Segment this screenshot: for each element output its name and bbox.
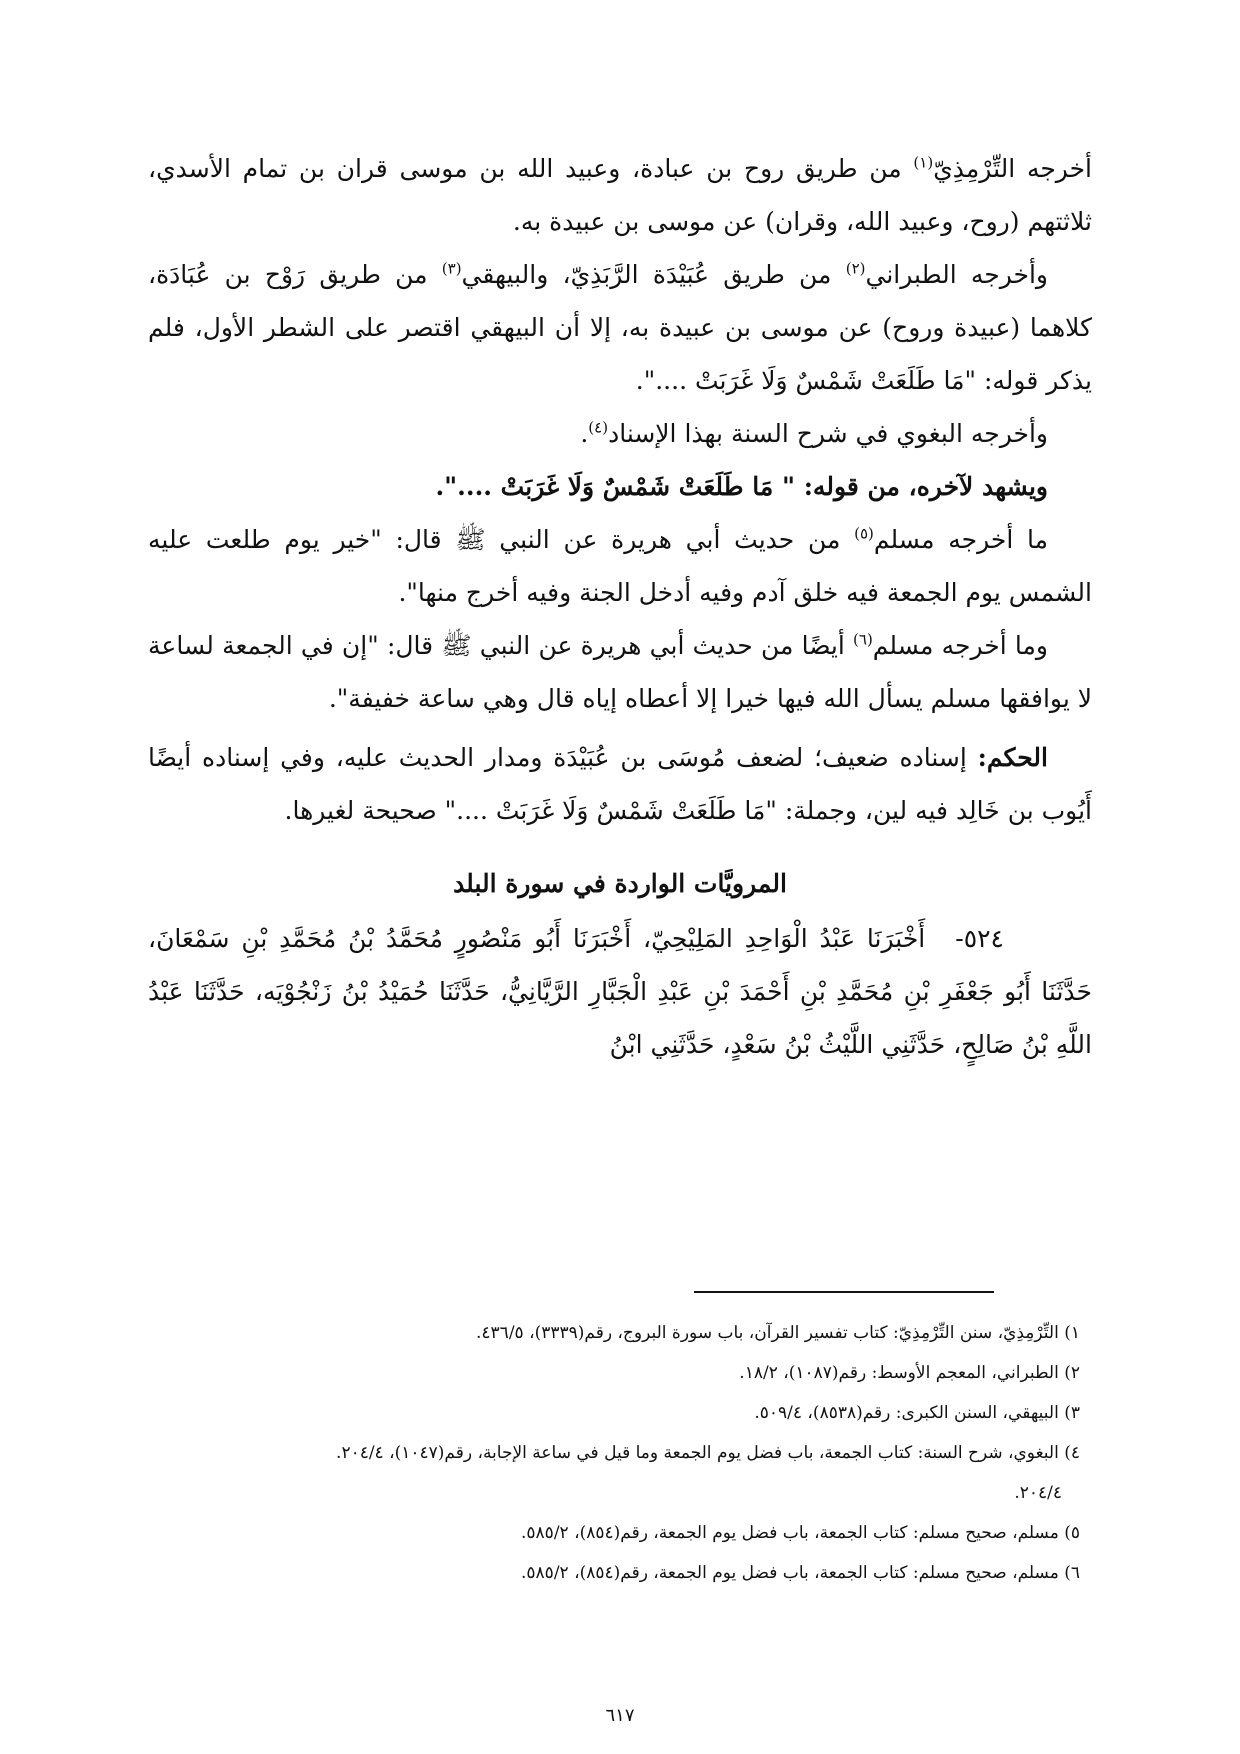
- footnote-ref-3[interactable]: (٣): [441, 259, 462, 278]
- footnote-ref-5[interactable]: (٥): [854, 524, 874, 543]
- footnote-5: ٥) مسلم، صحيح مسلم: كتاب الجمعة، باب فضل يوم الجمعة، رقم(٨٥٤)، ٥٨٥/٢.: [521, 1523, 1080, 1543]
- footnote-ref-1[interactable]: (١): [913, 153, 934, 172]
- paragraph-tabarani: [148, 248, 1092, 407]
- paragraph-text: .: [580, 419, 589, 448]
- paragraph-text: وما أخرجه مسلم: [872, 631, 1048, 660]
- paragraph-text: من طريق عُبَيْدَة الرَّبَذِيّ، والبيهقي: [461, 260, 846, 289]
- paragraph-tirmidhi: [148, 142, 1092, 248]
- paragraph-text: أيضًا من حديث أبي هريرة عن النبي ﷺ قال: "إن في الجمعة لساعة لا يوافقها مسلم يسأل الله فيها خيرا إلا أعطاه إياه قال وهي ساعة خفيفة".: [148, 631, 1092, 713]
- paragraph-text: من حديث أبي هريرة عن النبي ﷺ قال: "خير يوم طلعت عليه الشمس يوم الجمعة فيه خلق آدم وفيه أدخل الجنة وفيه أخرج منها".: [148, 525, 1092, 607]
- footnote-6: ٦) مسلم، صحيح مسلم: كتاب الجمعة، باب فضل يوم الجمعة، رقم(٨٥٤)، ٥٨٥/٢.: [521, 1563, 1080, 1583]
- footnote-3: ٣) البيهقي، السنن الكبرى: رقم(٨٥٣٨)، ٥٠٩/٤.: [754, 1403, 1080, 1423]
- paragraph-ruling: [148, 731, 1092, 837]
- footnote-1: ١) التِّرْمِذِيّ، سنن التِّرْمِذِيّ: كتاب تفسير القرآن، باب سورة البروج، رقم(٣٣٣٩)، ٤٣٦/٥.: [476, 1323, 1080, 1343]
- footnote-2: ٢) الطبراني، المعجم الأوسط: رقم(١٠٨٧)، ١٨/٢.: [739, 1363, 1080, 1383]
- paragraph-text: أخرجه التِّرْمِذِيّ: [933, 154, 1092, 183]
- hadith-number: ٥٢٤-: [955, 924, 1004, 953]
- page-number: ٦١٧: [605, 1705, 635, 1726]
- hadith-text: أَخْبَرَنَا عَبْدُ الْوَاحِدِ المَلِيْحِيّ، أَخْبَرَنَا أَبُو مَنْصُورٍ مُحَمَّدُ بْنُ مُحَمَّدِ بْنِ سَمْعَانَ، حَدَّثَنَا أَبُو جَعْفَرِ بْنِ مُحَمَّدِ بْنِ أَحْمَدَ بْنِ عَبْدِ الْجَبَّارِ الرَّيَّانِيُّ، حَدَّثَنَا حُمَيْدُ بْنُ زَنْجُوْيَه، حَدَّثَنَا عَبْدُ اللَّهِ بْنُ صَالِحٍ، حَدَّثَنِي اللَّيْثُ بْنُ سَعْدٍ، حَدَّثَنِي ابْنُ: [148, 924, 1092, 1059]
- section-heading: المرويَّات الواردة في سورة البلد: [453, 869, 787, 898]
- paragraph-muslim-2: [148, 619, 1092, 725]
- footnote-4-continuation: ٢٠٤/٤.: [1014, 1483, 1062, 1503]
- paragraph-text: من طريق روح بن عبادة، وعبيد الله بن موسى قران بن تمام الأسدي، ثلاثتهم (روح، وعبيد الله، وقران) عن موسى بن عبيدة به.: [148, 154, 1092, 236]
- paragraph-baghawi: [148, 407, 1092, 460]
- ruling-label: الحكم:: [977, 743, 1048, 772]
- footnote-ref-6[interactable]: (٦): [853, 630, 873, 649]
- paragraph-text: وأخرجه الطبراني: [865, 260, 1048, 289]
- main-text: [148, 142, 1092, 1071]
- footnote-ref-2[interactable]: (٢): [845, 259, 866, 278]
- paragraph-text: من طريق رَوْح بن عُبَادَة، كلاهما (عبيدة وروح) عن موسى بن عبيدة به، إلا أن البيهقي اقتصر على الشطر الأول، فلم يذكر قوله: "مَا طَلَعَتْ شَمْسٌ وَلَا غَرَبَتْ ....".: [148, 260, 1092, 395]
- footnotes: [140, 1313, 1080, 1593]
- paragraph-text: وأخرجه البغوي في شرح السنة بهذا الإسناد: [608, 419, 1048, 448]
- paragraph-muslim-1: [148, 513, 1092, 619]
- paragraph-witness: ويشهد لآخره، من قوله: " مَا طَلَعَتْ شَمْسٌ وَلَا غَرَبَتْ ....".: [435, 472, 1048, 501]
- paragraph-text: ما أخرجه مسلم: [873, 525, 1049, 554]
- footnote-separator: [694, 1291, 994, 1293]
- footnote-4: ٤) البغوي، شرح السنة: كتاب الجمعة، باب فضل يوم الجمعة وما قيل في ساعة الإجابة، رقم(١٠٤٧)، ٢٠٤/٤.: [336, 1443, 1080, 1463]
- footnote-ref-4[interactable]: (٤): [588, 418, 609, 437]
- paragraph-hadith: [148, 912, 1092, 1071]
- paragraph-text: إسناده ضعيف؛ لضعف مُوسَى بن عُبَيْدَة ومدار الحديث عليه، وفي إسناده أيضًا أَيُوب بن خَالِد فيه لين، وجملة: "مَا طَلَعَتْ شَمْسٌ وَلَا غَرَبَتْ ...." صحيحة لغيرها.: [148, 743, 1092, 825]
